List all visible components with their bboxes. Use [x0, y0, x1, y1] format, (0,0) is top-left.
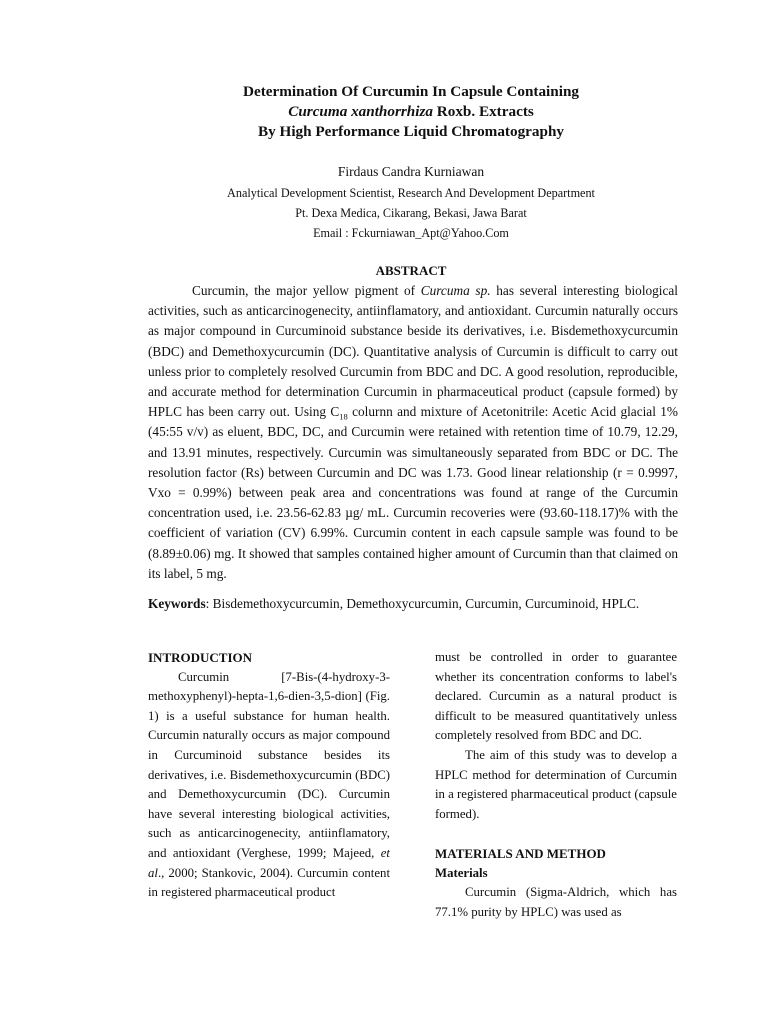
- spacer: [435, 824, 677, 844]
- keywords-text: Bisdemethoxycurcumin, Demethoxycurcumin, Curcumin, Curcuminoid, HPLC.: [212, 596, 640, 611]
- right-column: [435, 648, 677, 922]
- intro-text-a: Curcumin [7-Bis-(4-hydroxy-3-methoxyphenyl)-hepta-1,6-dien-3,5-dion] (Fig. 1) is a useful substance for human health. Curcumin naturally occurs as major compound in Curcuminoid substance besides its derivatives, i.e. Bisdemethoxycurcumin (BDC) and Demethoxycurcumin (DC). Curcumin have several interesting biological activities, such as anticarcinogenecity, antiinflamatory, and antioxidant (Verghese, 1999; Majeed,: [148, 669, 390, 860]
- abstract-text-b: has several interesting biological activities, such as anticarcinogenecity, antiinflamatory, and antioxidant. Curcumin naturally occurs as major compound in Curcuminoid substance beside its derivatives, i.e. Bisdemethoxycurcumin (BDC) and Demethoxycurcumin (DC). Quantitative analysis of Curcumin is difficult to carry out unless prior to completely resolved Curcumin from BDC and DC. A good resolution, reproducible, and accurate method for determination Curcumin in pharmaceutical product (capsule formed) by HPLC has been carry out. Using C: [148, 283, 678, 420]
- keywords: [148, 594, 688, 614]
- keywords-label: Keywords: [148, 596, 206, 611]
- title-line-2-rest: Roxb. Extracts: [432, 103, 534, 120]
- affiliation-line-1: Analytical Development Scientist, Research And Development Department: [227, 186, 595, 200]
- title-line-1: Determination Of Curcumin In Capsule Containing: [243, 83, 579, 100]
- abstract-species: Curcuma sp.: [420, 283, 491, 298]
- materials-subheading: Materials: [435, 865, 488, 880]
- abstract-heading: ABSTRACT: [375, 263, 447, 278]
- materials-paragraph-1: Curcumin (Sigma-Aldrich, which has 77.1% purity by HPLC) was used as: [435, 885, 677, 919]
- intro-text-b: ., 2000; Stankovic, 2004). Curcumin content in registered pharmaceutical product: [148, 865, 390, 900]
- intro-paragraph-2: The aim of this study was to develop a HPLC method for determination of Curcumin in a registered pharmaceutical product (capsule formed).: [435, 747, 677, 821]
- abstract-subscript: 18: [339, 411, 348, 422]
- title-line-2: [148, 102, 674, 122]
- materials-method-heading: MATERIALS AND METHOD: [435, 845, 606, 861]
- abstract-paragraph: [148, 281, 678, 584]
- author-name: Firdaus Candra Kurniawan: [337, 164, 485, 179]
- abstract-body: [148, 281, 678, 584]
- intro-paragraph-1: [148, 668, 390, 903]
- abstract-text-c: colurnn and mixture of Acetonitrile: Acetic Acid glacial 1% (45:55 v/v) as eluent, BDC, DC, and Curcumin were retained with retention time of 10.79, 12.29, and 13.91 minutes, respectively. Curcumin was simultaneously separated from BDC or DC. The resolution factor (Rs) between Curcumin and DC was 1.73. Good linear relationship (r = 0.9997, Vxo = 0.99%) between peak area and concentrations was found at range of the Curcumin concentration used, i.e. 23.56-62.83 µg/ mL. Curcumin recoveries were (93.60-118.17)% with the coefficient of variation (CV) 6.99%. Curcumin content in each capsule sample was found to be (8.89±0.06) mg. It showed that samples contained higher amount of Curcumin than that claimed on its label, 5 mg.: [148, 404, 678, 581]
- abstract-text-a: Curcumin, the major yellow pigment of: [192, 283, 421, 298]
- title-species: Curcuma xanthorrhiza: [288, 103, 433, 120]
- intro-paragraph-1-cont: must be controlled in order to guarantee whether its concentration conforms to label's declared. Curcumin as a natural product is difficult to be measured quantitatively unless completely resolved from BDC and DC.: [435, 650, 677, 743]
- affiliation-line-2: Pt. Dexa Medica, Cikarang, Bekasi, Jawa Barat: [295, 206, 527, 220]
- keywords-sep: :: [205, 596, 213, 611]
- left-column: [148, 648, 390, 903]
- paper-title: [148, 82, 674, 142]
- intro-heading: INTRODUCTION: [148, 650, 253, 665]
- intro-et-al: et al: [148, 845, 390, 880]
- title-line-3: By High Performance Liquid Chromatography: [257, 123, 564, 140]
- author-email: Email : Fckurniawan_Apt@Yahoo.Com: [313, 226, 509, 240]
